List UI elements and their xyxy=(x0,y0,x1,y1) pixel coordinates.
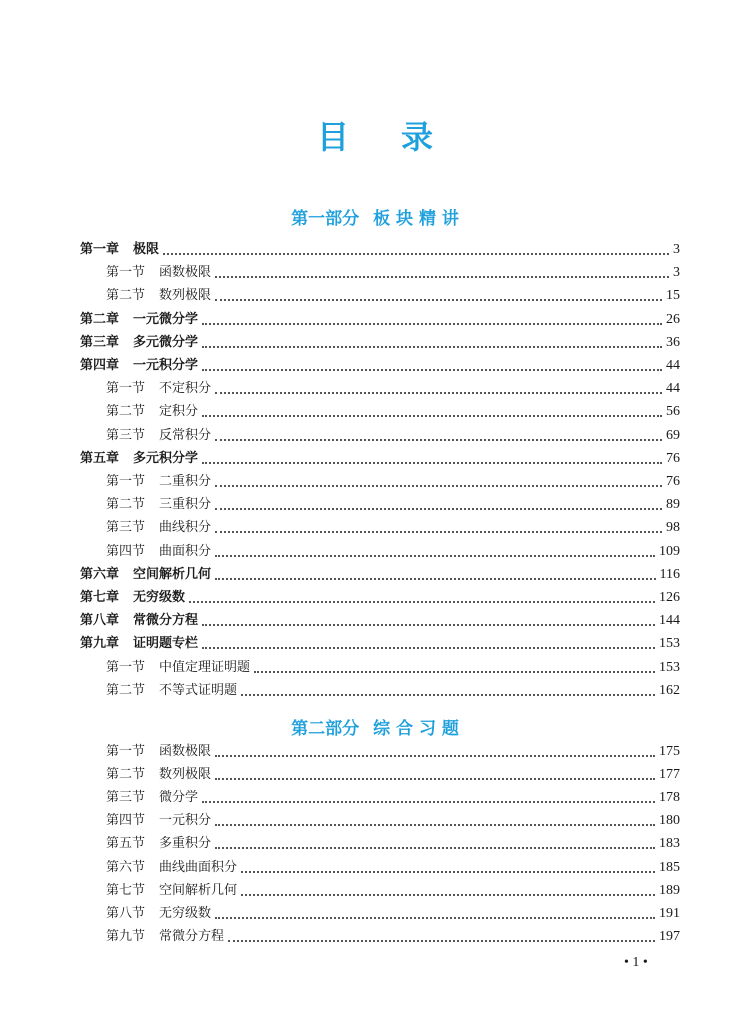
entry-title: 三重积分 xyxy=(159,497,212,513)
entry-page: 180 xyxy=(659,813,680,829)
part-two-name: 综 合 习 题 xyxy=(373,719,459,739)
part-one-label: 第一部分 xyxy=(291,209,360,229)
toc-section-entry[interactable] xyxy=(106,904,680,924)
toc-section-entry[interactable] xyxy=(106,765,680,785)
toc-chapter-entry[interactable] xyxy=(80,333,680,353)
dot-leader xyxy=(215,531,662,533)
entry-number: 第二节 xyxy=(106,497,146,513)
entry-number: 第二节 xyxy=(106,682,146,698)
entry-number: 第六章 xyxy=(80,566,120,582)
dot-leader xyxy=(163,253,669,255)
entry-number: 第二章 xyxy=(80,311,120,327)
part-two-label: 第二部分 xyxy=(291,719,360,739)
dot-leader xyxy=(215,847,655,849)
entry-number: 第九节 xyxy=(106,928,146,944)
entry-number: 第四节 xyxy=(106,813,146,829)
entry-title: 中值定理证明题 xyxy=(159,659,251,675)
entry-number: 第五节 xyxy=(106,836,146,852)
entry-title: 一元积分学 xyxy=(133,358,199,373)
entry-number: 第四章 xyxy=(80,358,120,373)
toc-section-entry[interactable] xyxy=(106,927,680,947)
entry-page: 116 xyxy=(659,566,680,582)
entry-number: 第七节 xyxy=(106,882,146,898)
toc-section-entry[interactable] xyxy=(106,379,680,399)
entry-page: 44 xyxy=(666,381,680,397)
entry-number: 第一节 xyxy=(106,381,146,397)
entry-number: 第五章 xyxy=(80,450,120,466)
toc-chapter-entry[interactable] xyxy=(80,310,680,330)
page-title xyxy=(0,112,750,158)
toc-section-entry[interactable] xyxy=(106,834,680,854)
entry-page: 177 xyxy=(659,767,680,783)
entry-number: 第九章 xyxy=(80,636,120,652)
entry-title: 定积分 xyxy=(159,404,199,420)
toc-section-entry[interactable] xyxy=(106,263,680,283)
part-one-heading xyxy=(0,204,750,229)
toc-section-entry[interactable] xyxy=(106,542,680,562)
entry-number: 第一节 xyxy=(106,744,146,759)
dot-leader xyxy=(202,415,662,417)
dot-leader xyxy=(215,824,655,826)
entry-page: 3 xyxy=(673,265,680,281)
entry-title: 多重积分 xyxy=(159,836,212,852)
entry-page: 144 xyxy=(659,613,680,629)
page-number: • 1 • xyxy=(624,955,648,970)
entry-title: 微分学 xyxy=(159,790,199,806)
entry-page: 76 xyxy=(666,474,680,489)
toc-section-entry[interactable] xyxy=(106,881,680,901)
entry-number: 第二节 xyxy=(106,288,146,304)
dot-leader xyxy=(254,671,655,673)
entry-title: 二重积分 xyxy=(159,474,212,489)
dot-leader xyxy=(215,917,655,919)
toc-section-entry[interactable] xyxy=(106,811,680,831)
entry-title: 反常积分 xyxy=(159,427,212,443)
entry-page: 26 xyxy=(666,311,680,327)
toc-chapter-entry[interactable] xyxy=(80,565,680,585)
entry-title: 常微分方程 xyxy=(133,613,199,629)
dot-leader xyxy=(215,578,655,580)
entry-number: 第一节 xyxy=(106,265,146,281)
entry-title: 空间解析几何 xyxy=(133,566,212,582)
entry-page: 191 xyxy=(659,905,680,921)
entry-title: 不等式证明题 xyxy=(159,682,238,698)
toc-chapter-entry[interactable] xyxy=(80,611,680,631)
dot-leader xyxy=(202,801,655,803)
dot-leader xyxy=(215,392,662,394)
entry-number: 第三节 xyxy=(106,427,146,443)
toc-section-entry[interactable] xyxy=(106,472,680,492)
entry-page: 178 xyxy=(659,790,680,806)
toc-section-entry[interactable] xyxy=(106,742,680,762)
entry-page: 175 xyxy=(659,744,680,759)
entry-page: 126 xyxy=(659,590,680,605)
entry-number: 第二节 xyxy=(106,767,146,783)
entry-title: 空间解析几何 xyxy=(159,882,238,898)
entry-number: 第三节 xyxy=(106,790,146,806)
toc-section-entry[interactable] xyxy=(106,658,680,678)
entry-page: 153 xyxy=(659,636,680,652)
toc-section-entry[interactable] xyxy=(106,286,680,306)
entry-number: 第八章 xyxy=(80,613,120,629)
part-one-name: 板 块 精 讲 xyxy=(373,209,459,229)
toc-section-entry[interactable] xyxy=(106,681,680,701)
dot-leader xyxy=(202,624,655,626)
toc-chapter-entry[interactable] xyxy=(80,634,680,654)
toc-section-entry[interactable] xyxy=(106,402,680,422)
dot-leader xyxy=(202,462,662,464)
toc-chapter-entry[interactable] xyxy=(80,240,680,260)
entry-title: 证明题专栏 xyxy=(133,636,199,652)
toc-chapter-entry[interactable] xyxy=(80,588,680,608)
entry-page: 109 xyxy=(659,543,680,559)
entry-title: 数列极限 xyxy=(159,288,212,304)
dot-leader xyxy=(215,778,655,780)
entry-title: 常微分方程 xyxy=(159,928,225,944)
entry-title: 曲面积分 xyxy=(159,543,212,559)
dot-leader xyxy=(215,755,655,757)
entry-number: 第七章 xyxy=(80,590,120,605)
entry-number: 第一节 xyxy=(106,474,146,489)
entry-page: 183 xyxy=(659,836,680,852)
entry-page: 185 xyxy=(659,859,680,875)
toc-section-entry[interactable] xyxy=(106,788,680,808)
entry-title: 一元微分学 xyxy=(133,311,199,327)
entry-page: 89 xyxy=(666,497,680,513)
entry-number: 第三章 xyxy=(80,334,120,350)
entry-title: 一元积分 xyxy=(159,813,212,829)
page-title-char-1: 目 xyxy=(316,118,349,156)
dot-leader xyxy=(202,647,655,649)
part-two-heading xyxy=(0,714,750,739)
toc-section-entry[interactable] xyxy=(106,518,680,538)
dot-leader xyxy=(215,555,655,557)
entry-title: 函数极限 xyxy=(159,265,212,281)
dot-leader xyxy=(215,439,662,441)
toc-section-entry[interactable] xyxy=(106,495,680,515)
page-title-char-2: 录 xyxy=(401,118,434,156)
entry-title: 函数极限 xyxy=(159,744,212,759)
entry-page: 98 xyxy=(666,520,680,536)
entry-title: 数列极限 xyxy=(159,767,212,783)
entry-page: 3 xyxy=(673,242,680,257)
toc-section-entry[interactable] xyxy=(106,426,680,446)
dot-leader xyxy=(215,508,662,510)
entry-page: 56 xyxy=(666,404,680,420)
dot-leader xyxy=(241,694,655,696)
dot-leader xyxy=(215,299,662,301)
entry-title: 极限 xyxy=(133,242,160,257)
entry-title: 曲线曲面积分 xyxy=(159,859,238,875)
dot-leader xyxy=(241,894,655,896)
dot-leader xyxy=(189,601,655,603)
dot-leader xyxy=(215,485,662,487)
entry-page: 69 xyxy=(666,427,680,443)
dot-leader xyxy=(228,940,655,942)
entry-number: 第一节 xyxy=(106,659,146,675)
entry-number: 第三节 xyxy=(106,520,146,536)
entry-number: 第一章 xyxy=(80,242,120,257)
entry-title: 多元微分学 xyxy=(133,334,199,350)
entry-title: 不定积分 xyxy=(159,381,212,397)
dot-leader xyxy=(241,871,655,873)
entry-number: 第六节 xyxy=(106,859,146,875)
entry-title: 曲线积分 xyxy=(159,520,212,536)
dot-leader xyxy=(215,276,669,278)
entry-title: 无穷级数 xyxy=(159,905,212,921)
toc-section-entry[interactable] xyxy=(106,858,680,878)
dot-leader xyxy=(202,323,662,325)
entry-page: 189 xyxy=(659,882,680,898)
entry-page: 162 xyxy=(659,682,680,698)
entry-number: 第二节 xyxy=(106,404,146,420)
entry-page: 36 xyxy=(666,334,680,350)
dot-leader xyxy=(202,346,662,348)
entry-number: 第八节 xyxy=(106,905,146,921)
entry-page: 44 xyxy=(666,358,680,373)
entry-page: 76 xyxy=(666,450,680,466)
entry-title: 多元积分学 xyxy=(133,450,199,466)
toc-chapter-entry[interactable] xyxy=(80,356,680,376)
entry-number: 第四节 xyxy=(106,543,146,559)
entry-page: 153 xyxy=(659,659,680,675)
entry-title: 无穷级数 xyxy=(133,590,186,605)
dot-leader xyxy=(202,369,662,371)
entry-page: 197 xyxy=(659,928,680,944)
entry-page: 15 xyxy=(666,288,680,304)
toc-chapter-entry[interactable] xyxy=(80,449,680,469)
